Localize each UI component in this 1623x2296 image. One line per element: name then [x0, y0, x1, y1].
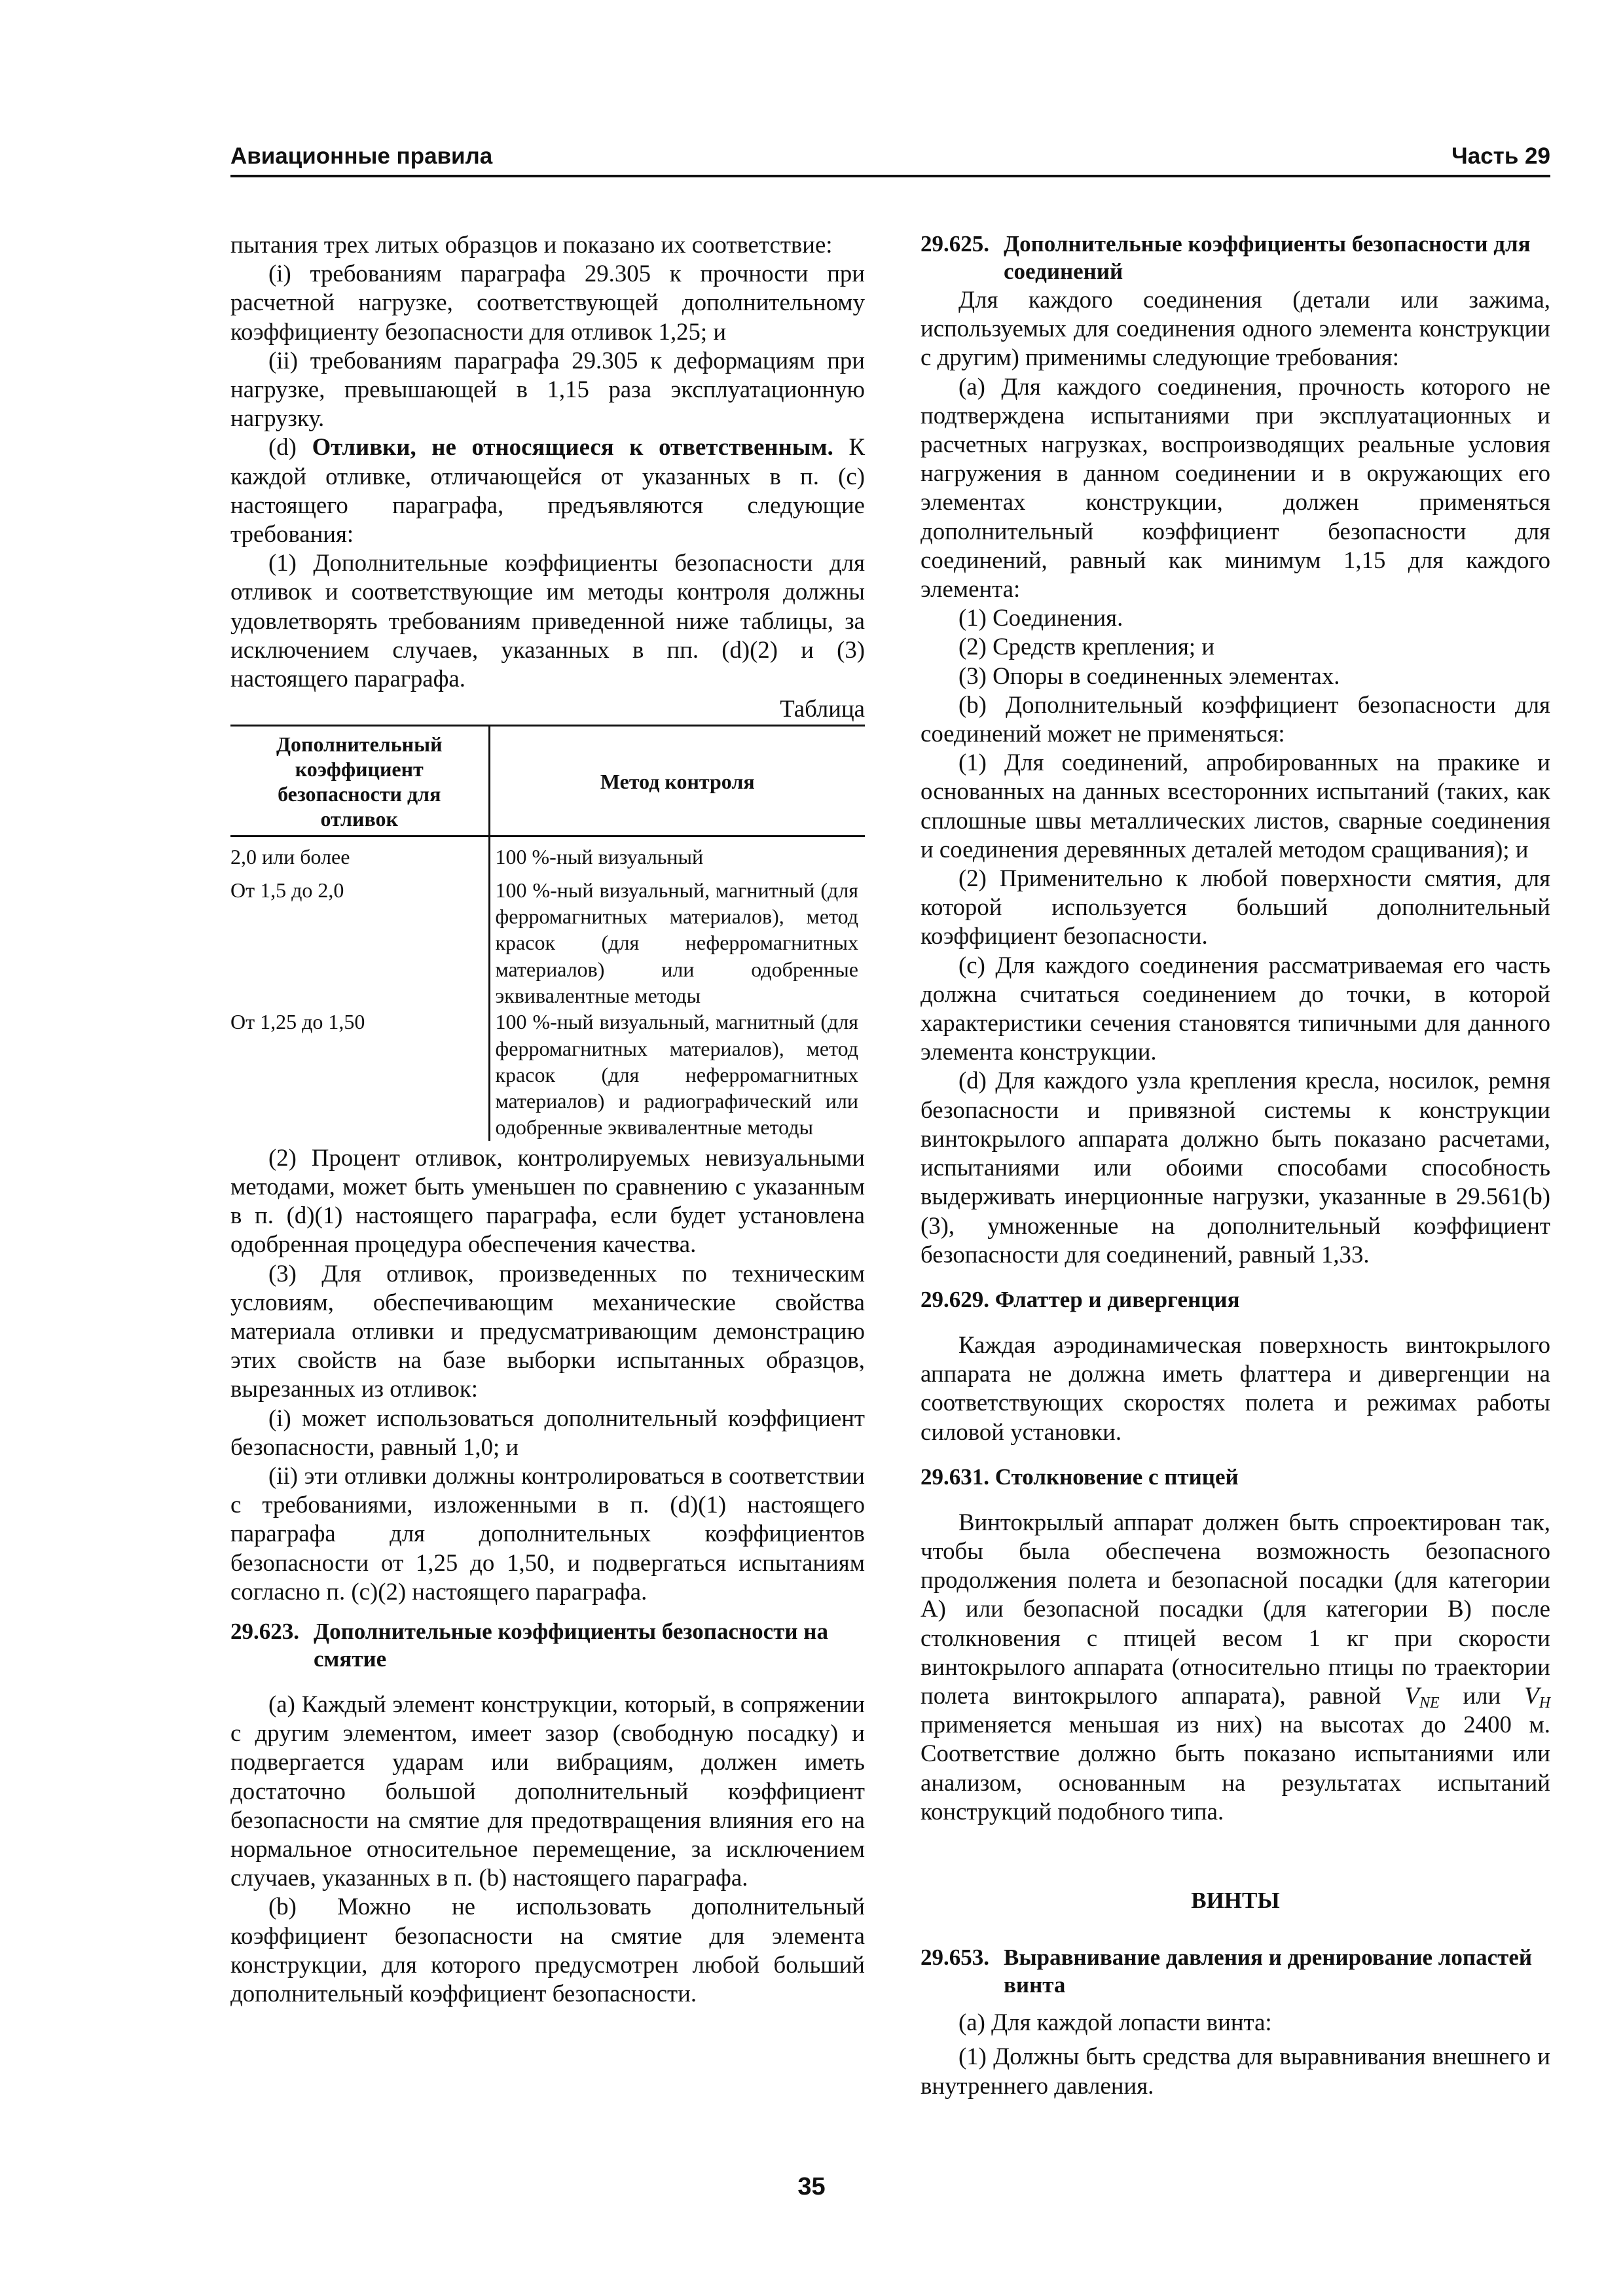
table-header-method: Метод контроля [489, 726, 865, 836]
section-title: Дополнительные коэффициенты безопасности на смятие [314, 1618, 828, 1672]
paragraph: (1) Должны быть средства для выравнивания внешнего и внутреннего давления. [921, 2043, 1550, 2099]
item-text: К каждой отливке, отличающейся от указанных в п. (с) настоящего параграфа, предъявляются следующие требования: [230, 433, 866, 548]
paragraph-bird-strike [921, 1508, 1550, 1826]
section-title: Выравнивание давления и дренирование лопастей винта [1004, 1945, 1533, 1998]
left-column [230, 230, 865, 2008]
table-cell-method: 100 %-ный визуальный, магнитный (для ферромагнитных материалов), метод красок (для неферромагнитных материалов) и радиографический или одобренные эквивалентные методы [495, 1010, 858, 1139]
page-number: 35 [797, 2173, 826, 2200]
table-header-row [230, 726, 865, 836]
chapter-heading: ВИНТЫ [1191, 1887, 1280, 1913]
paragraph: (3) Для отливок, произведенных по техническим условиям, обеспечивающим механические свойства материала отливки и предусматривающим демонстрацию этих свойств на базе выборки испытанных образцов, вырезанных из отливок: [230, 1259, 865, 1403]
section-title: Дополнительные коэффициенты безопасности для соединений [1004, 231, 1531, 284]
paragraph: (3) Опоры в соединенных элементах. [958, 662, 1340, 689]
paragraph: (a) Для каждой лопасти винта: [958, 2009, 1272, 2036]
running-header [230, 134, 1550, 177]
item-label: (d) [268, 433, 297, 461]
paragraph-d [230, 433, 865, 548]
paragraph: (a) Для каждого соединения, прочность которого не подтверждена испытаниями при эксплуатационных и расчетных нагрузках, воспроизводящих реальные условия нагружения в данном соединении и в окружающих его элементах конструкции, должен применяться дополнительный коэффициент безопасности для соединений, равный как минимум 1,15 для каждого элемента: [921, 372, 1550, 603]
inspection-table [230, 725, 865, 1140]
table-row [230, 836, 865, 870]
table-row [230, 1009, 865, 1140]
section-number: 29.625. [921, 231, 989, 257]
header-title: Авиационные правила [230, 143, 493, 169]
paragraph: (1) Для соединений, апробированных на пракике и основанных на данных всесторонних испытаний (таких, как сплошные швы металлических листов, сварные соединения и соединения деревянных деталей методом сращивания); и [921, 749, 1550, 863]
item-heading: Отливки, не относящиеся к ответственным. [312, 433, 833, 461]
section-heading-29-623 [230, 1618, 865, 1673]
section-number: 29.653. [921, 1945, 989, 1971]
paragraph: (a) Каждый элемент конструкции, который, в сопряжении с другим элементом, имеет зазор (свободную посадку) и подвергается ударам или вибрациям, должен иметь достаточно большой дополнительный коэффициент безопасности на смятие для предотвращения влияния его на нормальное относительное перемещение, за исключением случаев, указанных в п. (b) настоящего параграфа. [230, 1690, 865, 1892]
paragraph: (1) Дополнительные коэффициенты безопасности для отливок и соответствующие им методы контроля должны удовлетворять требованиям приведенной ниже таблицы, за исключением случаев, указанных в пп. (d)(2) и (3) настоящего параграфа. [230, 549, 865, 692]
section-heading-29-625 [921, 230, 1550, 285]
section-heading-29-653 [921, 1944, 1550, 1999]
paragraph-text: применяется меньшая из них) на высотах до 2400 м. Соответствие должно быть показано испытаниями или анализом, основанным на результатах испытаний конструкций подобного типа. [921, 1711, 1550, 1825]
header-part: Часть 29 [1451, 143, 1550, 169]
speed-symbol: $V_H$ [1524, 1681, 1551, 1712]
table-row [230, 870, 865, 1009]
table-header-factor: Дополнительный коэффициент безопасности для отливок [230, 726, 489, 836]
paragraph-text: Винтокрылый аппарат должен быть спроектирован так, чтобы была обеспечена возможность безопасного продолжения полета и безопасной посадки (для категории А) или безопасной посадки (для категории В) после столкновения с птицей весом 1 кг при скорости винтокрылого аппарата (относительно птицы по траектории полета винтокрылого аппарата), равной [921, 1508, 1550, 1709]
right-column [921, 230, 1550, 2100]
paragraph: (i) требованиям параграфа 29.305 к прочности при расчетной нагрузке, соответствующей дополнительному коэффициенту безопасности для отливок 1,25; и [230, 260, 865, 345]
table-cell-method: 100 %-ный визуальный [495, 845, 704, 869]
paragraph: (b) Дополнительный коэффициент безопасности для соединений может не применяться: [921, 691, 1550, 747]
paragraph: (ii) эти отливки должны контролироваться в соответствии с требованиями, изложенными в п. (d)(1) настоящего параграфа для дополнительных коэффициентов безопасности от 1,25 до 1,50, и подвергаться испытаниям согласно п. (с)(2) настоящего параграфа. [230, 1462, 865, 1605]
paragraph-text: или [1463, 1681, 1501, 1709]
paragraph: (b) Можно не использовать дополнительный коэффициент безопасности на смятие для элемента конструкции, для которого предусмотрен любой больший дополнительный коэффициент безопасности. [230, 1893, 865, 2007]
table-cell-method: 100 %-ный визуальный, магнитный (для ферромагнитных материалов), метод красок (для неферромагнитных материалов) или одобренные эквивалентные методы [495, 878, 858, 1007]
table-cell-factor: 2,0 или более [230, 836, 489, 870]
paragraph: пытания трех литых образцов и показано их соответствие: [230, 231, 833, 258]
table-cell-factor: От 1,25 до 1,50 [230, 1009, 489, 1140]
speed-symbol: $V_{NE}$ [1404, 1681, 1440, 1712]
paragraph: (ii) требованиям параграфа 29.305 к деформациям при нагрузке, превышающей в 1,15 раза эксплуатационную нагрузку. [230, 346, 865, 432]
section-number: 29.623. [230, 1618, 299, 1644]
section-heading-29-631: 29.631. Столкновение с птицей [921, 1463, 1239, 1490]
paragraph: (c) Для каждого соединения рассматриваемая его часть должна считаться соединением до точки, в которой характеристики сечения становятся типичными для данного элемента конструкции. [921, 951, 1550, 1066]
paragraph: (2) Средств крепления; и [958, 633, 1215, 660]
paragraph: Каждая аэродинамическая поверхность винтокрылого аппарата не должна иметь флаттера и дивергенции на соответствующих скоростях полета и режимах работы силовой установки. [921, 1331, 1550, 1445]
paragraph: (1) Соединения. [958, 604, 1123, 632]
paragraph: (2) Процент отливок, контролируемых невизуальными методами, может быть уменьшен по сравнению с указанным в п. (d)(1) настоящего параграфа, если будет установлена одобренная процедура обеспечения качества. [230, 1143, 865, 1258]
paragraph: Для каждого соединения (детали или зажима, используемых для соединения одного элемента конструкции с другим) применимы следующие требования: [921, 286, 1550, 371]
paragraph: (i) может использоваться дополнительный коэффициент безопасности, равный 1,0; и [230, 1404, 865, 1460]
table-cell-factor: От 1,5 до 2,0 [230, 870, 489, 1009]
section-heading-29-629: 29.629. Флаттер и дивергенция [921, 1286, 1240, 1312]
table-caption: Таблица [780, 695, 865, 723]
paragraph: (d) Для каждого узла крепления кресла, носилок, ремня безопасности и привязной системы к конструкции винтокрылого аппарата должно быть показано расчетами, испытаниями или обоими способами способность выдерживать инерционные нагрузки, указанные в 29.561(b)(3), умноженные на дополнительный коэффициент безопасности для соединений, равный 1,33. [921, 1067, 1550, 1268]
paragraph: (2) Применительно к любой поверхности смятия, для которой используется больший дополнительный коэффициент безопасности. [921, 865, 1550, 950]
